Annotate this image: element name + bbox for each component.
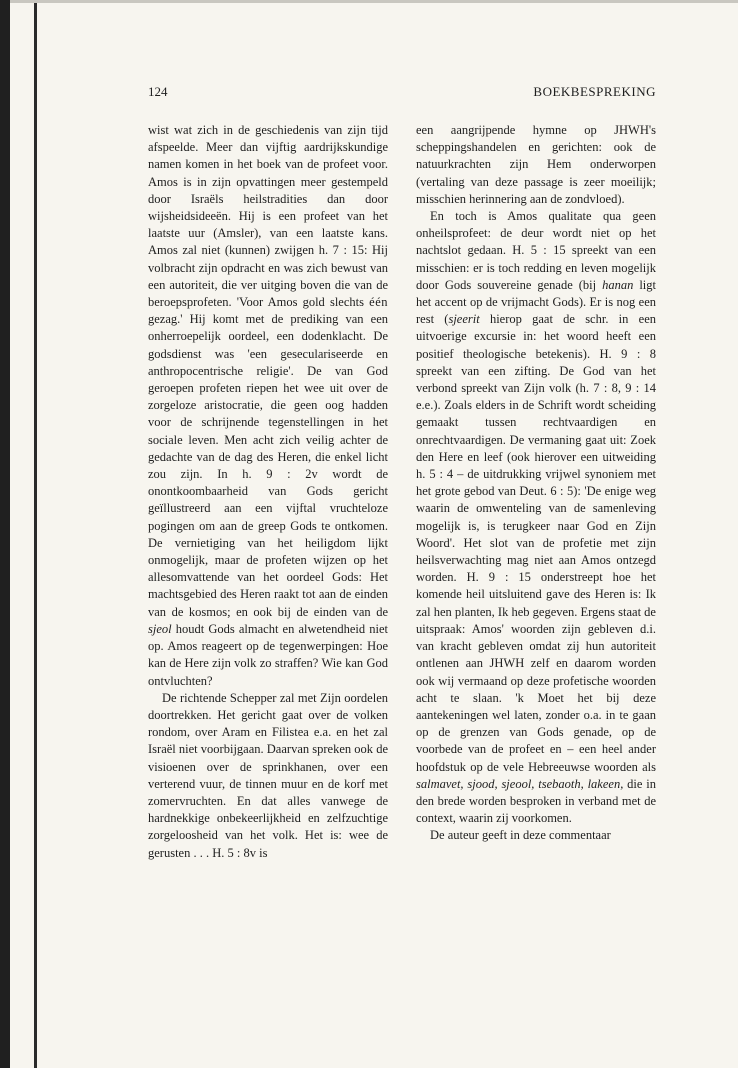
running-head: BOEKBESPREKING	[533, 84, 656, 99]
text-run: En toch is Amos qualitate qua geen onheilsprofeet: de deur wordt niet op het nachtslot gedaan. H. 5 : 15 spreekt van een misschien: er is toch redding en leven mogelijk door Gods souvereine genade (bij	[416, 209, 656, 292]
text-run: houdt Gods almacht en alwetendheid niet op. Amos reageert op de tegenwerpingen: Hoe kan de Here zijn volk zo straffen? Wie kan God ontvluchten?	[148, 621, 388, 688]
paragraph: De auteur geeft in deze commentaar	[430, 828, 611, 843]
top-border	[10, 0, 738, 3]
text-run: gezag.' Hij komt met de prediking van een onherroepelijk oordeel, een dodenklacht. De godsdienst was 'een geseculariseerde en anthropocentrische religie'. De van God geroepen profeten riepen het wee uit over de zorgeloze aristocratie, die geen oog hadden voor de schrijnende tegenstellingen in het sociale leven. Men acht zich veilig achter de gedachte van de dag des Heren, die enkel licht zou zijn. In h. 9 : 2v wordt de onontkoombaarheid van Gods gericht geïllustreerd aan een vijftal vruchteloze pogingen om aan de greep Gods te ontkomen. De vernietiging van het heiligdom lijkt onmogelijk, maar de profeten wijzen op het allesomvattende van het oordeel Gods: Het machtsgebied des Heren raakt tot aan de einden van de kosmos; en ook bij de einden van de	[148, 312, 388, 619]
page-margin-line	[34, 0, 37, 1068]
italic-term: sjeol	[148, 621, 172, 636]
text-run: wist wat zich in de geschiedenis van zijn tijd afspeelde. Meer dan vijftig aardrijkskundige namen komen in het boek van de profeet voor. Amos is in zijn opvattingen meer gestempeld door Israëls heilstradities dan door wijsheidsideeën. Hij is een profeet van het laatste uur (Amsler), van een laatste kans. Amos zal niet (kunnen) zwijgen h. 7 : 15: Hij volbracht zijn opdracht en was zich bewust van een autoriteit, die ver uitging boven die van de beroepsprofeten. 'Voor Amos gold slechts	[148, 123, 388, 310]
italic-term: salmavet, sjood, sjeool, tsebaoth, lakeen,	[416, 776, 624, 791]
page-number: 124	[148, 84, 168, 99]
left-column	[148, 122, 388, 862]
paragraph: De richtende Schepper zal met Zijn oordelen doortrekken. Het gericht gaat over de volken rondom, over Aram en Filistea e.a. en het zal Israël niet voorbijgaan. Daarvan spreken ook de visioenen over de sprinkhanen, over een verterend vuur, de tinnen muur en de korf met zomervruchten. En dat alles vanwege de hardnekkige onbekeerlijkheid en zelfzuchtige zorgeloosheid van het volk. Het is: wee de gerusten . . . H. 5 : 8v is	[148, 690, 388, 860]
right-column	[416, 122, 656, 845]
text-run: ligt het accent op de vrijmacht Gods). Er is nog een rest (	[416, 277, 657, 327]
page-binding-edge	[0, 0, 10, 1068]
emphasis-spaced: één	[369, 295, 388, 310]
italic-term: sjeerit	[448, 312, 480, 327]
italic-term: hanan	[602, 277, 634, 292]
page-header	[148, 84, 656, 104]
text-run: die in den brede worden besproken in verband met de context, waarin zij voorkomen.	[416, 776, 656, 826]
paragraph: een aangrijpende hymne op JHWH's scheppingshandelen en gerichten: ook de natuurkrachten zijn Hem onderworpen (vertaling van deze passage is zeer moeilijk; misschien herinnering aan de zondvloed).	[416, 123, 656, 206]
paragraph	[148, 122, 388, 690]
paragraph	[416, 208, 656, 827]
text-run: hierop gaat de schr. in een uitvoerige excursie in: het woord heeft een positief theologische betekenis). H. 9 : 8 spreekt van een zifting. De God van het verbond spreekt van Zijn volk (h. 7 : 8, 9 : 14 e.e.). Zoals elders in de Schrift wordt scheiding gemaakt tussen rechtvaardigen en onrechtvaardigen. De vermaning gaat uit: Zoek den Here en leef (ook hierover een uitweiding h. 5 : 4 – de uitdrukking vrijwel synoniem met het grote gebod van Deut. 6 : 5): 'De enige weg waarin de omwenteling van de samenleving mogelijk is, is terugkeer naar God en Zijn Woord'. Het slot van de profetie met zijn heilsverwachting mag niet aan Amos ontzegd worden. H. 9 : 15 onderstreept hoe het komende heil uitsluitend gave des Heren is: Ik zal hen planten, Ik heb gegeven. Ergens staat de uitspraak: Amos' woorden zijn gebleven d.i. van kracht gebleven omdat zij hun autoriteit ontlenen aan JHWH zelf en daarom worden ook wij vermaand op deze profetische woorden acht te slaan. 'k Moet het bij deze aantekeningen wel laten, zonder o.a. in te gaan op de grenzen van Gods genade, op de voorbede van de profeet en – een heel ander hoofdstuk op de vele Hebreeuwse woorden als	[416, 312, 656, 774]
